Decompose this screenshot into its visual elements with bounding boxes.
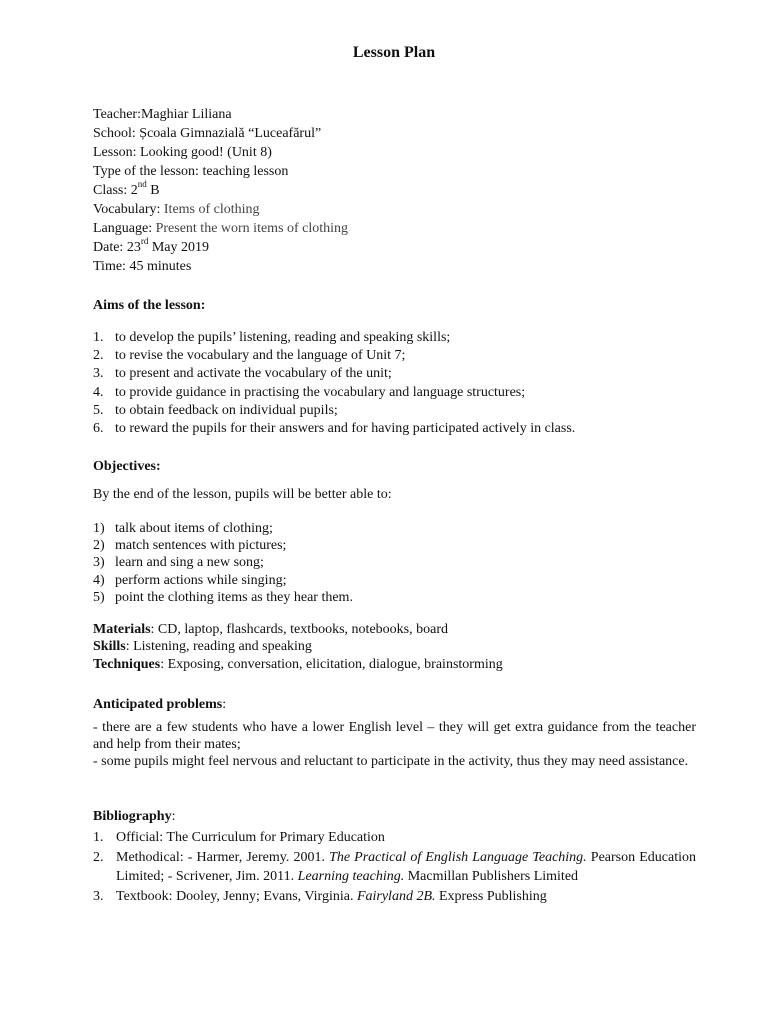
teacher-line: Teacher:Maghiar Liliana bbox=[93, 107, 232, 122]
school-line: School: Școala Gimnazială “Luceafărul” bbox=[93, 126, 322, 141]
problem-2: - some pupils might feel nervous and reluctant to participate in the activity, thus they may need assistance. bbox=[93, 754, 689, 769]
list-item: 2) match sentences with pictures; bbox=[93, 538, 287, 554]
list-item: 3) learn and sing a new song; bbox=[93, 555, 264, 571]
page-title: Lesson Plan bbox=[352, 44, 436, 61]
objectives-list bbox=[93, 520, 353, 606]
language-line: Language: Present the worn items of clothing bbox=[93, 221, 349, 236]
list-item: 3. Textbook: Dooley, Jenny; Evans, Virginia. Fairyland 2B. Express Publishing bbox=[93, 888, 547, 904]
list-item: 5) point the clothing items as they hear them. bbox=[93, 589, 353, 605]
problems-heading: Anticipated problems: bbox=[93, 697, 227, 712]
objectives-heading: Objectives: bbox=[93, 459, 161, 474]
lesson-line: Lesson: Looking good! (Unit 8) bbox=[93, 145, 272, 160]
problem-1: - there are a few students who have a lower English level – they will get extra guidance from the teacher and help from their mates; bbox=[93, 720, 696, 752]
skills-line: Skills: Listening, reading and speaking bbox=[93, 639, 312, 654]
list-item: 2. Methodical: - Harmer, Jeremy. 2001. The Practical of English Language Teaching. Pearson Education Limited; - Scrivener, Jim. 2011. Learning teaching. Macmillan Publishers Limited bbox=[93, 849, 696, 884]
vocabulary-line: Vocabulary: Items of clothing bbox=[93, 202, 260, 217]
aims-heading: Aims of the lesson: bbox=[93, 298, 206, 313]
bibliography-heading: Bibliography: bbox=[93, 809, 176, 824]
class-line: Class: 2nd B bbox=[93, 179, 160, 198]
list-item: 1. to develop the pupils’ listening, reading and speaking skills; bbox=[93, 330, 451, 345]
aims-list bbox=[93, 329, 575, 438]
list-item: 3. to present and activate the vocabulary of the unit; bbox=[93, 366, 392, 382]
lesson-info bbox=[93, 105, 348, 276]
techniques-line: Techniques: Exposing, conversation, elicitation, dialogue, brainstorming bbox=[93, 657, 503, 672]
materials-line: Materials: CD, laptop, flashcards, textbooks, notebooks, board bbox=[93, 622, 448, 637]
list-item: 4. to provide guidance in practising the vocabulary and language structures; bbox=[93, 384, 526, 400]
list-item: 1. Official: The Curriculum for Primary Education bbox=[93, 830, 385, 845]
date-line: Date: 23rd May 2019 bbox=[93, 236, 209, 255]
problems-text bbox=[93, 719, 696, 770]
list-item: 2. to revise the vocabulary and the language of Unit 7; bbox=[93, 348, 406, 364]
bibliography-list bbox=[93, 828, 696, 906]
list-item: 1) talk about items of clothing; bbox=[93, 521, 273, 536]
list-item: 4) perform actions while singing; bbox=[93, 572, 287, 588]
list-item: 6. to reward the pupils for their answers and for having participated actively in class. bbox=[93, 421, 576, 437]
time-line: Time: 45 minutes bbox=[93, 259, 192, 274]
objectives-intro: By the end of the lesson, pupils will be better able to: bbox=[93, 487, 392, 502]
type-line: Type of the lesson: teaching lesson bbox=[93, 164, 289, 179]
list-item: 5. to obtain feedback on individual pupils; bbox=[93, 402, 338, 418]
